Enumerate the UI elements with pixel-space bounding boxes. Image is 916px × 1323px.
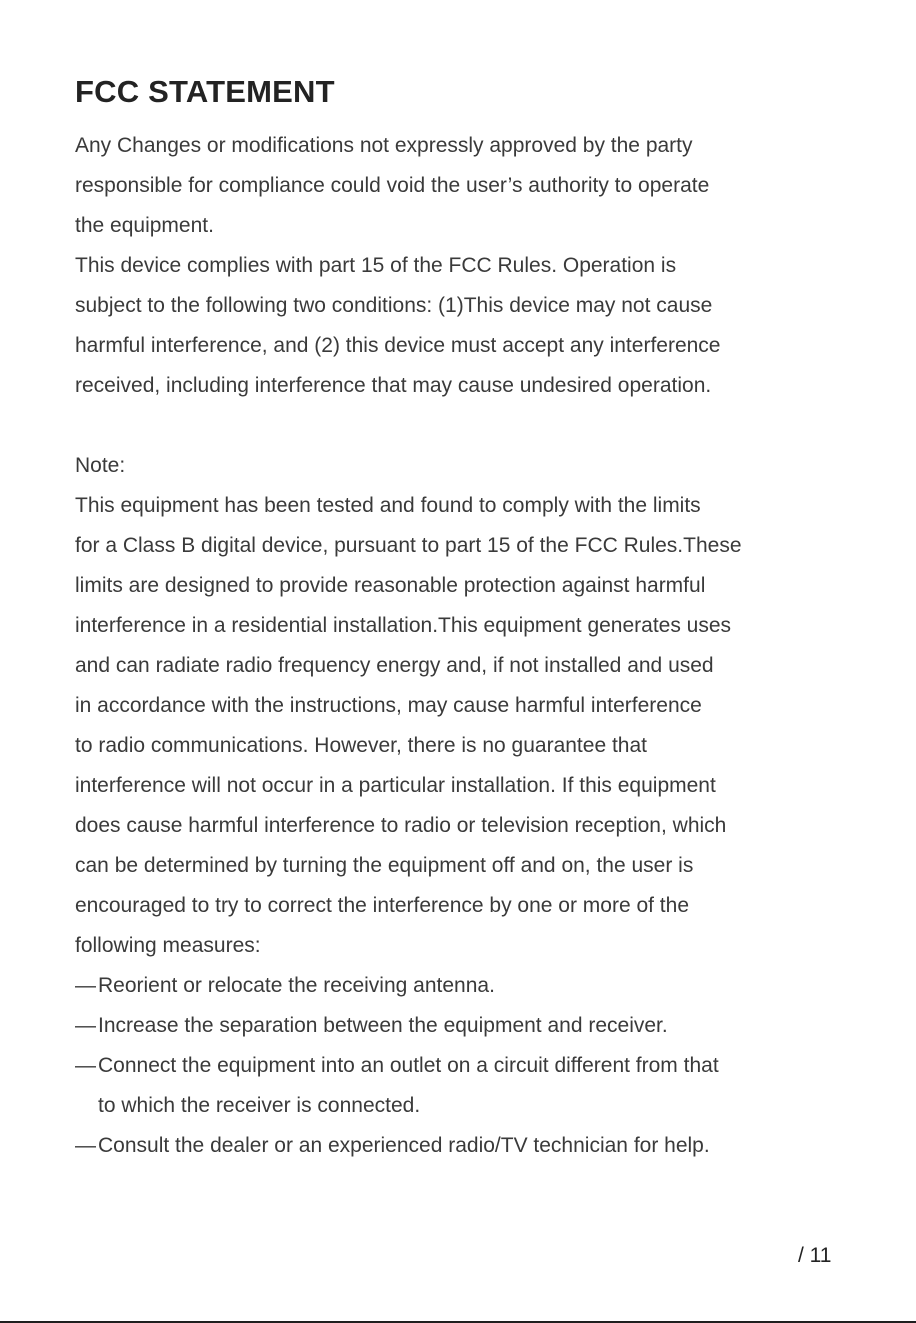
- paragraph-modifications: [75, 126, 855, 246]
- measure-body: [98, 1126, 710, 1166]
- note-line-4: interference in a residential installation.This equipment generates uses: [75, 614, 732, 637]
- measure-line: to which the receiver is connected.: [98, 1094, 421, 1117]
- measure-line: Reorient or relocate the receiving antenna.: [98, 974, 495, 997]
- page-title: FCC STATEMENT: [75, 74, 335, 109]
- note-line-7: to radio communications. However, there is no guarantee that: [75, 734, 647, 757]
- measure-reorient-antenna: [75, 966, 855, 1006]
- note-line-8: interference will not occur in a particular installation. If this equipment: [75, 774, 716, 797]
- note-section: [75, 446, 855, 1166]
- measure-line: Increase the separation between the equipment and receiver.: [98, 1014, 668, 1037]
- page-number: / 11: [798, 1244, 832, 1267]
- note-line-6: in accordance with the instructions, may cause harmful interference: [75, 694, 702, 717]
- note-line-10: can be determined by turning the equipment off and on, the user is: [75, 854, 694, 877]
- measure-increase-separation: [75, 1006, 855, 1046]
- measure-dash: —: [75, 1054, 96, 1077]
- note-line-9: does cause harmful interference to radio or television reception, which: [75, 814, 727, 837]
- note-line-2: for a Class B digital device, pursuant to part 15 of the FCC Rules.These: [75, 534, 742, 557]
- note-line-5: and can radiate radio frequency energy and, if not installed and used: [75, 654, 714, 677]
- note-line-1: This equipment has been tested and found to comply with the limits: [75, 494, 701, 517]
- measure-dash: —: [75, 974, 96, 997]
- paragraph-compliance-line-3: harmful interference, and (2) this device must accept any interference: [75, 334, 721, 357]
- paragraph-compliance: [75, 246, 855, 406]
- measure-line: Connect the equipment into an outlet on a circuit different from that: [98, 1054, 719, 1077]
- paragraph-compliance-line-4: received, including interference that may cause undesired operation.: [75, 374, 712, 397]
- measure-body: [98, 1006, 668, 1046]
- measure-consult-technician: [75, 1126, 855, 1166]
- paragraph-compliance-line-1: This device complies with part 15 of the FCC Rules. Operation is: [75, 254, 677, 277]
- note-line-11: encouraged to try to correct the interference by one or more of the: [75, 894, 690, 917]
- measure-body: [98, 966, 495, 1006]
- measure-body: [98, 1046, 719, 1126]
- paragraph-modifications-line-1: Any Changes or modifications not expressly approved by the party: [75, 134, 693, 157]
- measure-dash: —: [75, 1014, 96, 1037]
- paragraph-compliance-line-2: subject to the following two conditions: (1)This device may not cause: [75, 294, 713, 317]
- measure-connect-different-outlet: [75, 1046, 855, 1126]
- measure-line: Consult the dealer or an experienced radio/TV technician for help.: [98, 1134, 710, 1157]
- paragraph-modifications-line-3: the equipment.: [75, 214, 214, 237]
- note-label: Note:: [75, 454, 126, 477]
- measure-dash: —: [75, 1134, 96, 1157]
- note-line-3: limits are designed to provide reasonable protection against harmful: [75, 574, 706, 597]
- note-line-12: following measures:: [75, 934, 261, 957]
- paragraph-modifications-line-2: responsible for compliance could void the user’s authority to operate: [75, 174, 710, 197]
